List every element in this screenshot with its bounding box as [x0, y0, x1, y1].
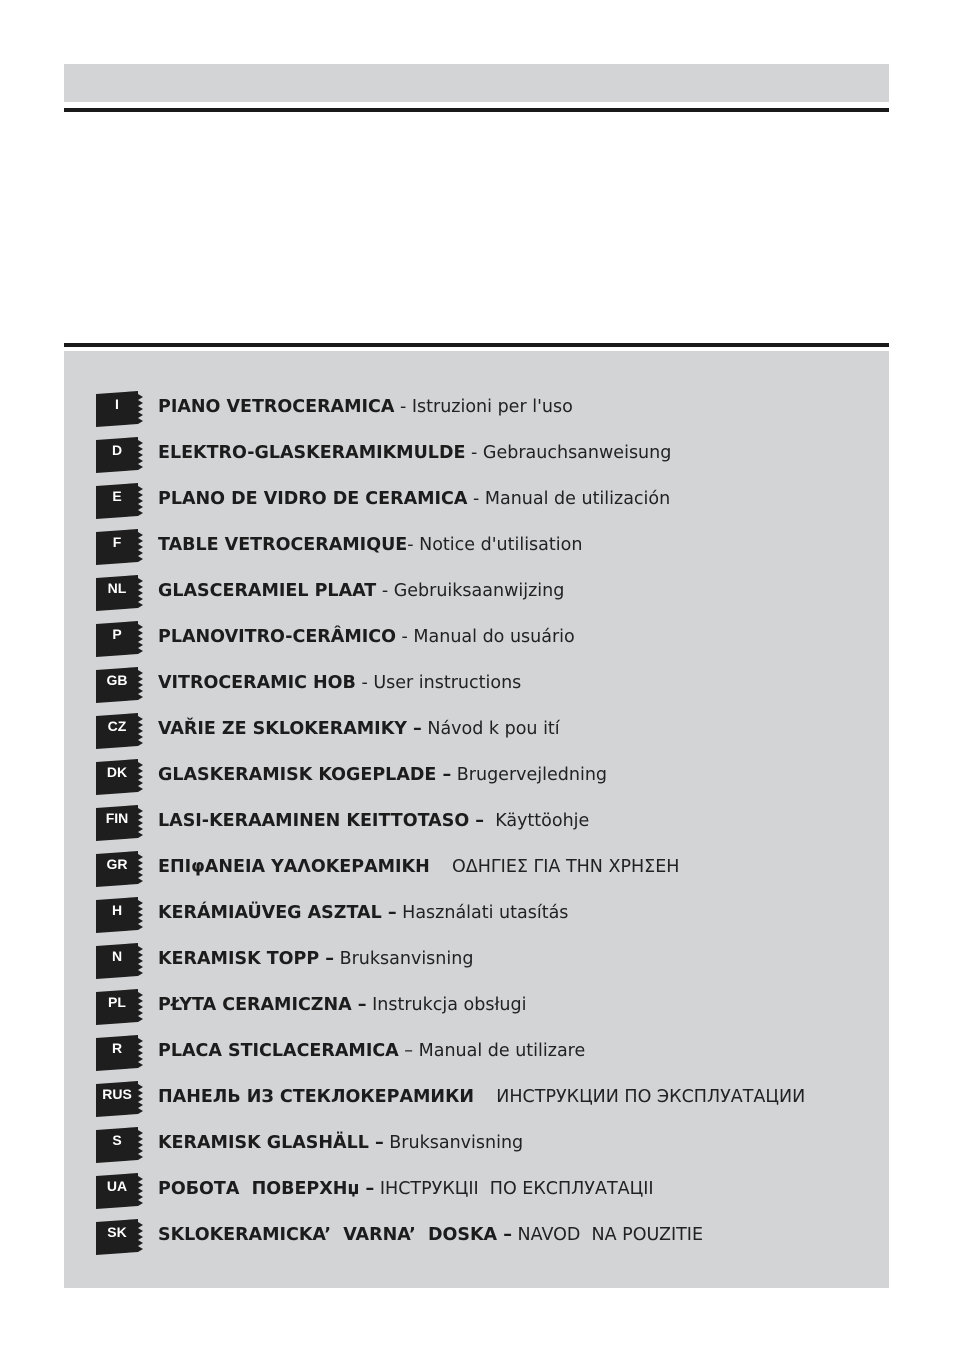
language-badge: [96, 943, 146, 979]
language-code: UA: [106, 1178, 128, 1194]
manual-subtitle: User instructions: [373, 673, 522, 693]
product-title: PLACA STICLACERAMICA: [158, 1041, 399, 1061]
language-badge: [96, 805, 146, 841]
product-title: KERÁMIAÜVEG ASZTAL –: [158, 903, 397, 923]
separator: [484, 811, 495, 831]
separator: -: [465, 443, 483, 463]
language-badge: [96, 391, 146, 427]
manual-subtitle: Käyttöohje: [495, 811, 590, 831]
product-title: PIANO VETROCERAMICA: [158, 397, 395, 417]
language-badge: [96, 759, 146, 795]
language-code: D: [111, 442, 123, 458]
manual-subtitle: Istruzioni per l'uso: [411, 397, 573, 417]
language-row: [96, 483, 805, 529]
product-title: VAŘIE ZE SKLOKERAMIKY –: [158, 719, 422, 739]
language-line: [158, 442, 671, 464]
product-title: TABLE VETROCERAMIQUE: [158, 535, 408, 555]
language-badge: [96, 989, 146, 1025]
language-line: [158, 1086, 805, 1108]
manual-subtitle: Bruksanvisning: [389, 1133, 524, 1153]
language-line: [158, 1224, 703, 1246]
product-title: PLANOVITRO-CERÂMICO: [158, 627, 396, 647]
language-badge: [96, 1173, 146, 1209]
language-row: [96, 437, 805, 483]
language-code: SK: [107, 1224, 127, 1240]
language-list: [96, 391, 805, 1265]
product-title: ПАНЕЛЬ ИЗ СТЕКЛОКЕРАМИКИ: [158, 1087, 475, 1107]
separator: -: [394, 397, 412, 417]
language-code: NL: [107, 580, 127, 596]
language-code: I: [115, 396, 119, 412]
separator: -: [376, 581, 394, 601]
language-row: [96, 1035, 805, 1081]
language-code: E: [112, 488, 122, 504]
language-badge: [96, 437, 146, 473]
language-code: CZ: [107, 718, 127, 734]
language-line: [158, 1040, 585, 1062]
language-line: [158, 626, 575, 648]
language-row: [96, 759, 805, 805]
language-line: [158, 1178, 654, 1200]
language-badge: [96, 1219, 146, 1255]
language-code: DK: [106, 764, 128, 780]
language-line: [158, 856, 679, 878]
language-line: [158, 994, 527, 1016]
language-code: N: [111, 948, 123, 964]
language-row: [96, 943, 805, 989]
language-code: RUS: [102, 1086, 132, 1102]
language-code: GB: [106, 672, 128, 688]
separator: -: [395, 627, 414, 647]
language-code: PL: [108, 994, 126, 1010]
language-code: GR: [106, 856, 128, 872]
language-row: [96, 851, 805, 897]
language-badge: [96, 1081, 146, 1117]
language-badge: [96, 621, 146, 657]
manual-subtitle: ІНСТРУКЦІІ ПО ЕКСПЛУАТАЦІІ: [379, 1179, 654, 1199]
product-title: GLASKERAMISK KOGEPLADE –: [158, 765, 452, 785]
language-row: [96, 575, 805, 621]
separator: [474, 1087, 496, 1107]
language-line: [158, 1132, 523, 1154]
manual-subtitle: ИНСТРУКЦИИ ПО ЭКСПЛУАТАЦИИ: [496, 1087, 806, 1107]
manual-subtitle: Notice d'utilisation: [419, 535, 583, 555]
manual-subtitle: ΟΔΗΓΙΕΣ ΓΙΑ ΤΗΝ ΧΡΗΣΕΗ: [452, 857, 680, 877]
language-line: [158, 718, 560, 740]
language-badge: [96, 851, 146, 887]
language-badge: [96, 897, 146, 933]
separator: -: [407, 535, 420, 555]
manual-subtitle: Gebrauchsanweisung: [482, 443, 672, 463]
language-row: [96, 391, 805, 437]
section-rule: [64, 343, 889, 347]
language-badge: [96, 667, 146, 703]
separator: -: [467, 489, 485, 509]
language-line: [158, 580, 564, 602]
language-row: [96, 897, 805, 943]
product-title: KERAMISK GLASHÄLL –: [158, 1133, 384, 1153]
manual-subtitle: Gebruiksaanwijzing: [393, 581, 565, 601]
language-badge: [96, 575, 146, 611]
product-title: KERAMISK TOPP –: [158, 949, 335, 969]
language-code: H: [111, 902, 123, 918]
language-badge: [96, 529, 146, 565]
separator: [430, 857, 452, 877]
language-row: [96, 1173, 805, 1219]
language-badge: [96, 1035, 146, 1071]
language-badge: [96, 483, 146, 519]
header-rule: [64, 108, 889, 112]
language-code: P: [112, 626, 122, 642]
language-row: [96, 621, 805, 667]
language-badge: [96, 1127, 146, 1163]
manual-subtitle: Návod k pou ití: [427, 719, 560, 739]
product-title: ΕΠΙφΑΝΕΙΑ ΥΑΛΟΚΕΡΑΜΙΚΗ: [158, 857, 430, 877]
language-line: [158, 764, 607, 786]
language-line: [158, 948, 473, 970]
product-title: VITROCERAMIC HOB: [158, 673, 356, 693]
language-line: [158, 488, 670, 510]
product-title: GLASCERAMIEL PLAAT: [158, 581, 377, 601]
language-panel: [64, 351, 889, 1288]
manual-subtitle: Brugervejledning: [456, 765, 608, 785]
language-row: [96, 989, 805, 1035]
language-row: [96, 805, 805, 851]
language-row: [96, 667, 805, 713]
separator: –: [398, 1041, 419, 1061]
language-row: [96, 1219, 805, 1265]
manual-subtitle: Manual de utilización: [484, 489, 671, 509]
product-title: PŁYTA CERAMICZNA –: [158, 995, 367, 1015]
manual-subtitle: Manual do usuário: [413, 627, 575, 647]
language-row: [96, 1081, 805, 1127]
header-band: [64, 64, 889, 102]
manual-subtitle: Instrukcja obsługi: [372, 995, 527, 1015]
language-code: R: [111, 1040, 123, 1056]
manual-subtitle: Bruksanvisning: [339, 949, 474, 969]
separator: -: [355, 673, 374, 693]
manual-subtitle: Használati utasítás: [402, 903, 569, 923]
language-line: [158, 534, 582, 556]
product-title: PLANO DE VIDRO DE CERAMICA: [158, 489, 468, 509]
language-line: [158, 396, 573, 418]
language-line: [158, 810, 589, 832]
language-row: [96, 529, 805, 575]
manual-subtitle: Manual de utilizare: [418, 1041, 586, 1061]
language-code: S: [112, 1132, 122, 1148]
product-title: РОБОТА ПОВЕРХНџ –: [158, 1179, 375, 1199]
language-row: [96, 1127, 805, 1173]
product-title: SKLOKERAMICKA’ VARNA’ DOSKA –: [158, 1225, 512, 1245]
language-row: [96, 713, 805, 759]
language-code: F: [112, 534, 122, 550]
language-line: [158, 902, 568, 924]
language-line: [158, 672, 521, 694]
manual-subtitle: NAVOD NA POUZITIE: [517, 1225, 704, 1245]
product-title: ELEKTRO-GLASKERAMIKMULDE: [158, 443, 466, 463]
product-title: LASI-KERAAMINEN KEITTOTASO –: [158, 811, 485, 831]
language-badge: [96, 713, 146, 749]
language-code: FIN: [105, 810, 129, 826]
